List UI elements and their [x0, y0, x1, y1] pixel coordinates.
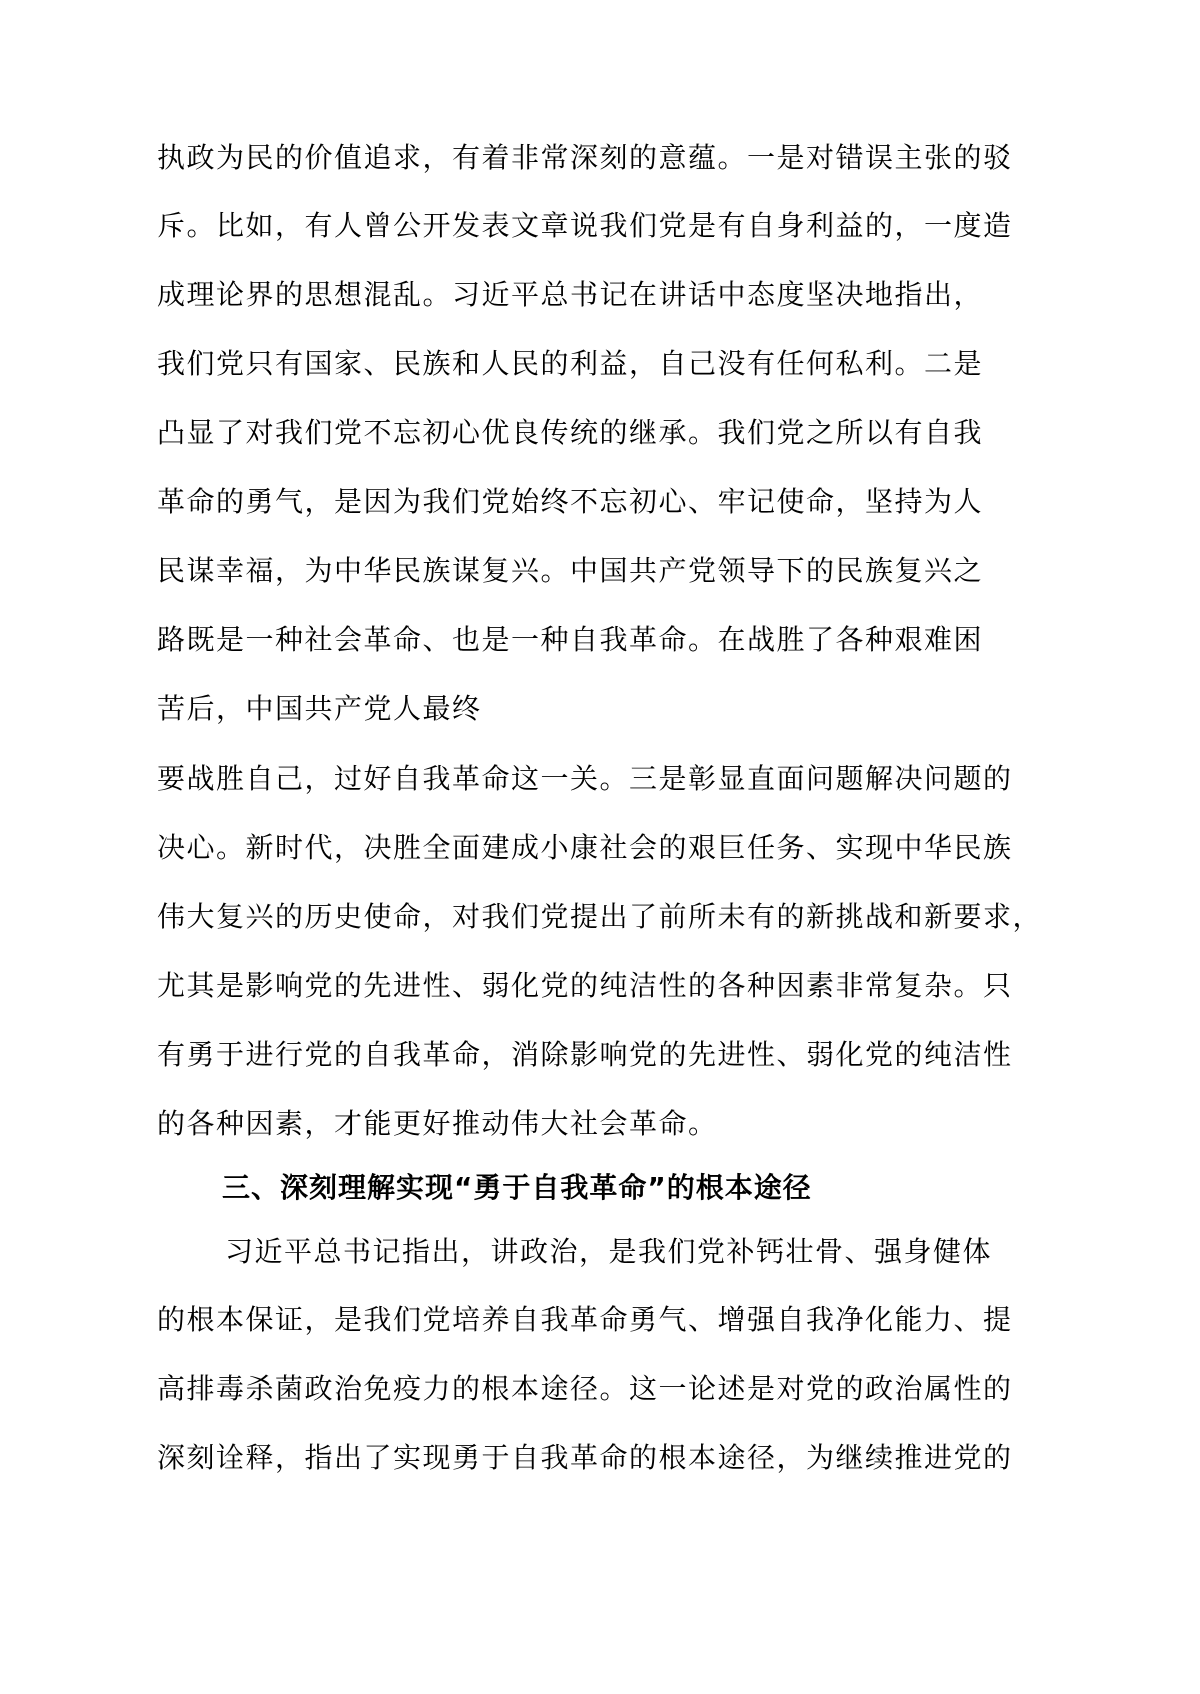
- paragraph-line: 凸显了对我们党不忘初心优良传统的继承。我们党之所以有自我: [157, 416, 984, 449]
- paragraph-line: 我们党只有国家、民族和人民的利益，自己没有任何私利。二是: [157, 347, 984, 380]
- paragraph-line: 要战胜自己，过好自我革命这一关。三是彰显直面问题解决问题的: [157, 762, 1013, 795]
- paragraph-line: 尤其是影响党的先进性、弱化党的纯洁性的各种因素非常复杂。只: [157, 969, 1013, 1002]
- paragraph-line: 高排毒杀菌政治免疫力的根本途径。这一论述是对党的政治属性的: [157, 1372, 1013, 1405]
- paragraph-line: 革命的勇气，是因为我们党始终不忘初心、牢记使命，坚持为人: [157, 485, 984, 518]
- paragraph-line: 成理论界的思想混乱。习近平总书记在讲话中态度坚决地指出，: [157, 278, 984, 311]
- paragraph-line: 斥。比如，有人曾公开发表文章说我们党是有自身利益的，一度造: [157, 209, 1013, 242]
- section-heading: 三、深刻理解实现“勇于自我革命”的根本途径: [222, 1171, 812, 1204]
- paragraph-line: 执政为民的价值追求，有着非常深刻的意蕴。一是对错误主张的驳: [157, 141, 1013, 174]
- paragraph-line: 的各种因素，才能更好推动伟大社会革命。: [157, 1107, 718, 1140]
- paragraph-line: 深刻诠释，指出了实现勇于自我革命的根本途径，为继续推进党的: [157, 1441, 1013, 1474]
- paragraph-line: 的根本保证，是我们党培养自我革命勇气、增强自我净化能力、提: [157, 1303, 1013, 1336]
- paragraph-line: 有勇于进行党的自我革命，消除影响党的先进性、弱化党的纯洁性: [157, 1038, 1013, 1071]
- paragraph-line: 苦后，中国共产党人最终: [157, 692, 482, 725]
- paragraph-line: 路既是一种社会革命、也是一种自我革命。在战胜了各种艰难困: [157, 623, 984, 656]
- paragraph-line: 民谋幸福，为中华民族谋复兴。中国共产党领导下的民族复兴之: [157, 554, 984, 587]
- paragraph-line: 习近平总书记指出，讲政治，是我们党补钙壮骨、强身健体: [225, 1235, 993, 1268]
- paragraph-line: 伟大复兴的历史使命，对我们党提出了前所未有的新挑战和新要求，: [157, 900, 1043, 933]
- paragraph-line: 决心。新时代，决胜全面建成小康社会的艰巨任务、实现中华民族: [157, 831, 1013, 864]
